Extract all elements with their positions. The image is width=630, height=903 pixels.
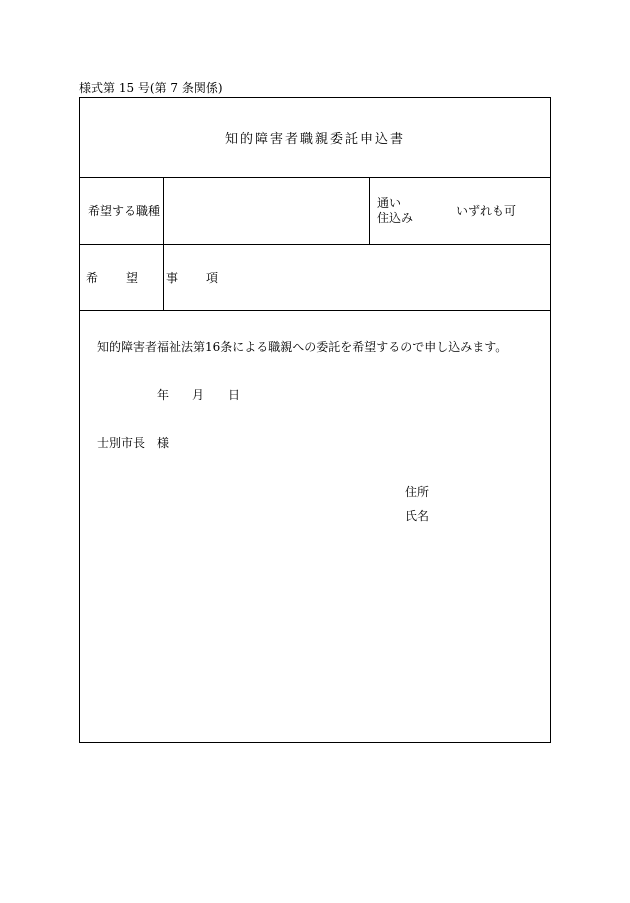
form-number-label: 様式第 15 号(第 7 条関係) <box>79 81 223 95</box>
commute-option[interactable]: 通い <box>377 196 402 210</box>
requests-label: 希 望 事 項 <box>86 271 227 285</box>
requests-field[interactable] <box>164 245 550 310</box>
application-form-frame <box>79 97 551 743</box>
addressee: 士別市長 様 <box>97 436 170 450</box>
either-ok-option[interactable]: いずれも可 <box>456 204 517 218</box>
option-column-divider <box>369 177 370 244</box>
form-title: 知的障害者職親委託申込書 <box>224 132 405 147</box>
application-statement: 知的障害者福祉法第16条による職親への委託を希望するので申し込みます。 <box>97 340 508 354</box>
job-type-field[interactable] <box>164 178 368 244</box>
job-type-label: 希望する職種 <box>88 204 161 218</box>
livein-option[interactable]: 住込み <box>377 211 414 225</box>
year-label: 年 <box>157 388 170 402</box>
divider-requests <box>80 310 550 311</box>
month-label: 月 <box>192 388 205 402</box>
name-label: 氏名 <box>405 509 430 523</box>
address-label: 住所 <box>405 485 430 499</box>
day-label: 日 <box>228 388 241 402</box>
